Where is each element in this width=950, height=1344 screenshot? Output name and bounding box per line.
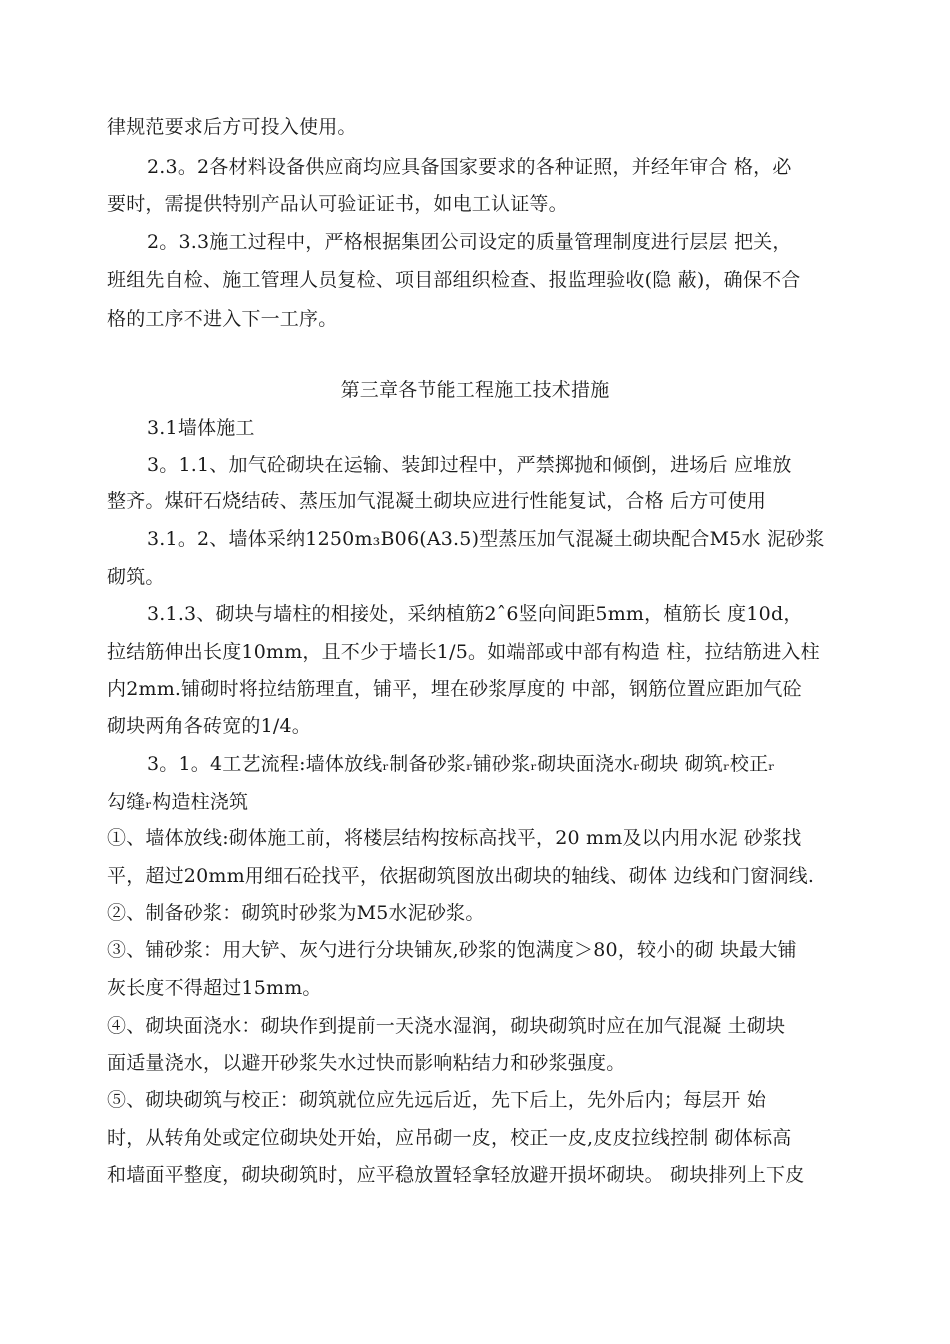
list-item-1: ①、墙体放线:砌体施工前，将楼层结构按标高找平，20 mm及以内用水泥 砂浆找 <box>107 827 802 849</box>
text-line: 面适量浇水，以避开砂浆失水过快而影响粘结力和砂浆强度。 <box>107 1052 626 1074</box>
list-item-4: ④、砌块面浇水：砌块作到提前一天浇水湿润，砌块砌筑时应在加气混凝 土砌块 <box>107 1015 786 1037</box>
text-line: 砌筑。 <box>107 566 165 588</box>
chapter-heading: 第三章各节能工程施工技术措施 <box>340 379 610 401</box>
text-line: 平，超过20mm用细石砼找平，依据砌筑图放出砌块的轴线、砌体 边线和门窗洞线. <box>107 865 815 887</box>
text-line: 和墙面平整度，砌块砌筑时，应平稳放置轻拿轻放避开损坏砌块。 砌块排列上下皮 <box>107 1164 805 1186</box>
text-line: 内2mm.铺砌时将拉结筋理直，铺平，埋在砂浆厚度的 中部，钢筋位置应距加气砼 <box>107 678 802 700</box>
list-item-3: ③、铺砂浆：用大铲、灰勺进行分块铺灰,砂浆的饱满度＞80，较小的砌 块最大铺 <box>107 939 797 961</box>
list-item-5: ⑤、砌块砌筑与校正：砌筑就位应先远后近，先下后上，先外后内；每层开 始 <box>107 1089 767 1111</box>
text-line: 勾缝ᵣ构造柱浇筑 <box>107 791 249 813</box>
text-line: 灰长度不得超过15mm。 <box>107 977 322 999</box>
text-line: 要时，需提供特别产品认可验证证书，如电工认证等。 <box>107 193 568 215</box>
text-line: 3.1。2、墙体采纳1250m₃B06(A3.5)型蒸压加气混凝土砌块配合M5水 泥砂浆 <box>147 528 825 550</box>
text-line: 格的工序不进入下一工序。 <box>107 308 338 330</box>
text-line: 拉结筋伸出长度10mm，且不少于墙长1/5。如端部或中部有构造 柱，拉结筋进入柱 <box>107 641 820 663</box>
text-line: 砌块两角各砖宽的1/4。 <box>107 715 311 737</box>
section-heading: 3.1墙体施工 <box>147 417 255 439</box>
text-line: 律规范要求后方可投入使用。 <box>107 116 357 138</box>
text-line: 3.1.3、砌块与墙柱的相接处，采纳植筋2ˆ6竖向间距5mm，植筋长 度10d， <box>147 603 803 625</box>
text-line: 2.3。2各材料设备供应商均应具备国家要求的各种证照，并经年审合 格，必 <box>147 156 792 178</box>
text-line: 班组先自检、施工管理人员复检、项目部组织检查、报监理验收(隐 蔽)，确保不合 <box>107 269 801 291</box>
text-line: 3。1。4工艺流程:墙体放线ᵣ制备砂浆ᵣ铺砂浆ᵣ砌块面浇水ᵣ砌块 砌筑ᵣ校正ᵣ <box>147 753 776 775</box>
text-line: 整齐。煤矸石烧结砖、蒸压加气混凝土砌块应进行性能复试，合格 后方可使用 <box>107 490 767 512</box>
text-line: 3。1.1、加气砼砌块在运输、装卸过程中，严禁掷抛和倾倒，进场后 应堆放 <box>147 454 792 476</box>
text-line: 2。3.3施工过程中，严格根据集团公司设定的质量管理制度进行层层 把关， <box>147 231 792 253</box>
text-line: 时，从转角处或定位砌块处开始，应吊砌一皮，校正一皮,皮皮拉线控制 砌体标高 <box>107 1127 792 1149</box>
list-item-2: ②、制备砂浆：砌筑时砂浆为M5水泥砂浆。 <box>107 902 485 924</box>
